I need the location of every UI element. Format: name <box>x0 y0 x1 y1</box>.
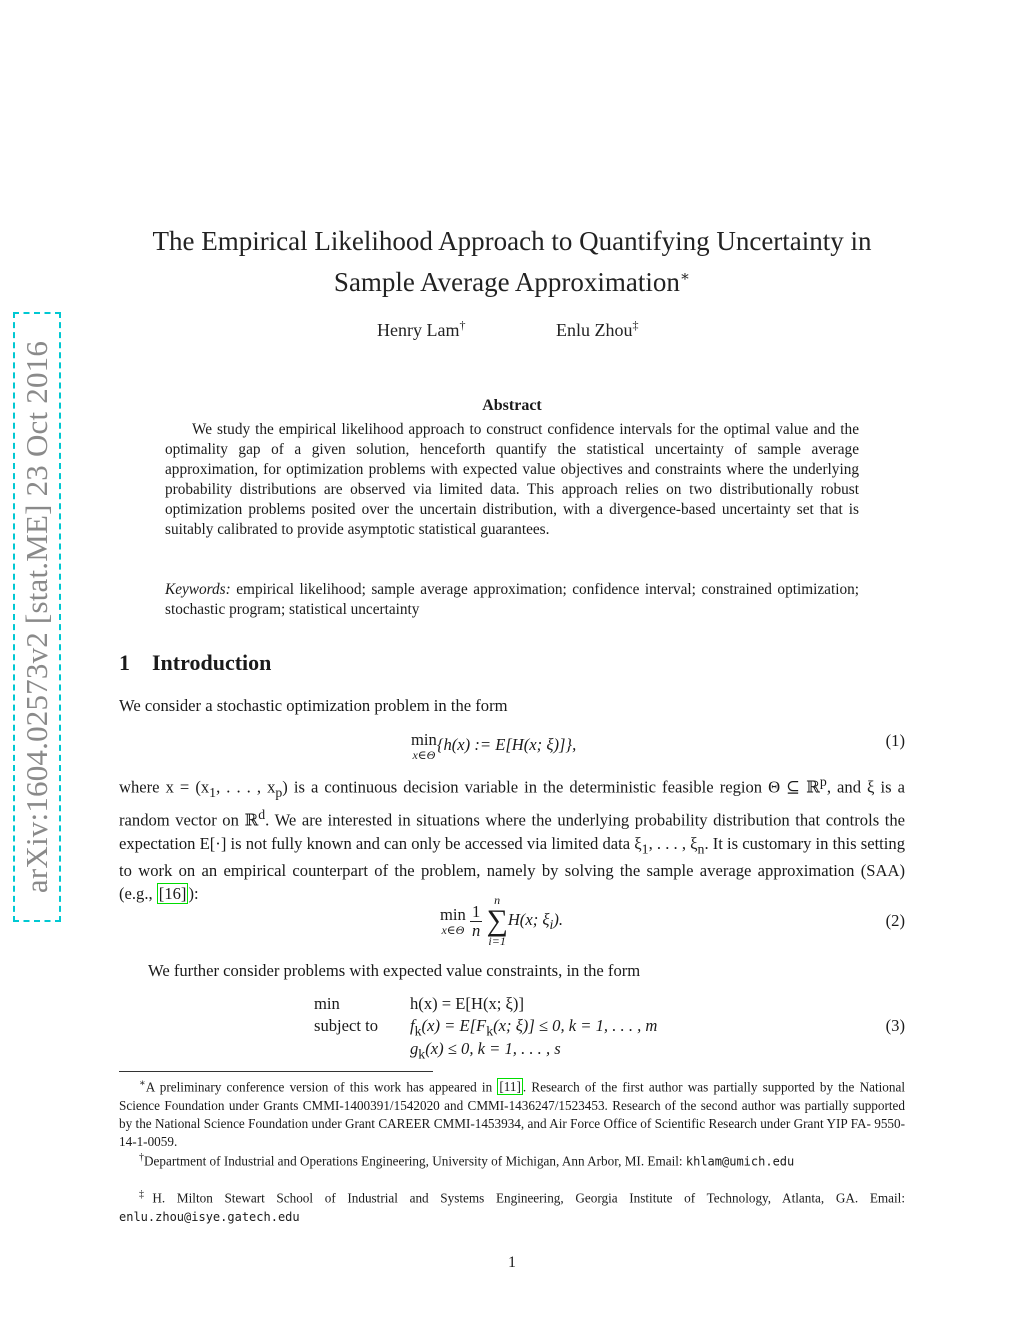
eq3-row3-expr: $g_k(x) \le 0$, k = 1, . . . , s <box>410 1039 561 1062</box>
citation-11[interactable]: [11] <box>499 1079 521 1095</box>
eq3-row2-label: subject to <box>314 1016 379 1035</box>
title-line-1: The Empirical Likelihood Approach to Quantifying Uncertainty in <box>152 226 872 256</box>
abstract-heading: Abstract <box>482 397 542 414</box>
author-1: Henry Lam† <box>377 318 466 340</box>
footnote-2: †Department of Industrial and Operations Engineering, University of Michigan, Ann Arbor, MI. Email: khlam@umich.edu <box>139 1152 795 1169</box>
abstract-body: We study the empirical likelihood approach to construct confidence intervals for the optimal value and the optimality gap of a given solution, henceforth quantify the statistical uncertainty of sample average approximation, for optimization problems with expected value objectives and constraints where the underlying probability distributions are observed via limited data. This approach relies on two distributionally robust optimization problems posited over the uncertain distribution, with a divergence-based uncertainty set that is suitably calibrated to provide asymptotic statistical guarantees. <box>165 421 859 538</box>
eq3-row1-label: min <box>314 994 340 1013</box>
page-number: 1 <box>508 1254 516 1271</box>
email-khlam[interactable]: khlam@umich.edu <box>685 1154 795 1169</box>
title-line-2: Sample Average Approximation∗ <box>333 267 691 297</box>
keywords <box>165 580 859 620</box>
eq1-min: min x∈Θ <box>411 730 437 762</box>
eq3-row1-expr: h(x) = E[H(x; ξ)] <box>410 994 524 1013</box>
section-heading: 1 Introduction <box>119 650 272 675</box>
email-enlu-zhou[interactable]: enlu.zhou@isye.gatech.edu <box>119 1209 300 1224</box>
eq3-row2-expr: $f_k(x) = E[F_k(x$; ξ)] ≤ 0, k = 1, . . . , m <box>410 1016 658 1039</box>
paragraph-2: where $x = (x_1$, . . . , $x_p$) is a continuous decision variable in the deterministic feasible region Θ ⊆ ℝ$^p$, and ξ is a random vector on ℝ$^d$. We are interested in situations where the underlying probability distribution that controls the expectation E[·] is not fully known and can only be accessed via limited data $\xi_1$, . . . , $\xi_n$. It is customary in this setting to work on an empirical counterpart of the problem, namely by solving the sample average approximation (SAA) (e.g., [16] ): <box>119 774 905 904</box>
equation-1: min x∈Θ {h(x) := E[H(x; ξ)]}, <box>411 730 577 762</box>
keywords-label: Keywords: <box>165 581 231 598</box>
paragraph-1: We consider a stochastic optimization problem in the form <box>119 696 508 715</box>
eq2-fraction: $\frac{1}{n}$ <box>471 901 481 940</box>
equation-3-number: (3) <box>885 1016 905 1035</box>
eq2-sum: n ∑ i=1 <box>486 893 508 948</box>
equation-1-number: (1) <box>885 731 905 750</box>
arxiv-stamp-text: arXiv:1604.02573v2 [stat.ME] 23 Oct 2016 <box>19 340 54 894</box>
author-2: Enlu Zhou‡ <box>556 318 639 340</box>
footnote-3: ‡H. Milton Stewart School of Industrial and Systems Engineering, Georgia Institute of Technology, Atlanta, GA. Email: enlu.zhou@isye.gatech.edu <box>119 1189 906 1224</box>
paragraph-3: We further consider problems with expected value constraints, in the form <box>148 961 641 980</box>
footnote-1: ∗A preliminary conference version of this work has appeared in [11] . Research of the first author was partially supported by the National Science Foundation under Grants CMMI-1400391/1542020 and CMMI-1436247/1523453. Research of the second author was partially supported by the National Science Foundation under Grant CAREER CMMI-1453934, and Air Force Office of Scientific Research under Grant YIP FA- 9550-14-1-0059. <box>119 1078 905 1150</box>
eq2-min: min x∈Θ <box>440 905 466 937</box>
equation-2-number: (2) <box>885 911 905 930</box>
keywords-text: empirical likelihood; sample average approximation; confidence interval; constrained optimization; stochastic program; statistical uncertainty <box>165 581 859 618</box>
paper-title <box>110 223 914 300</box>
footnote-divider <box>119 1071 433 1072</box>
equation-2: min x∈Θ $\frac{1}{n}$ n ∑ i=1 H(x; $\xi_i$). <box>440 893 564 948</box>
title-footnote-mark: ∗ <box>679 269 691 285</box>
citation-16[interactable]: [16] <box>158 884 187 904</box>
